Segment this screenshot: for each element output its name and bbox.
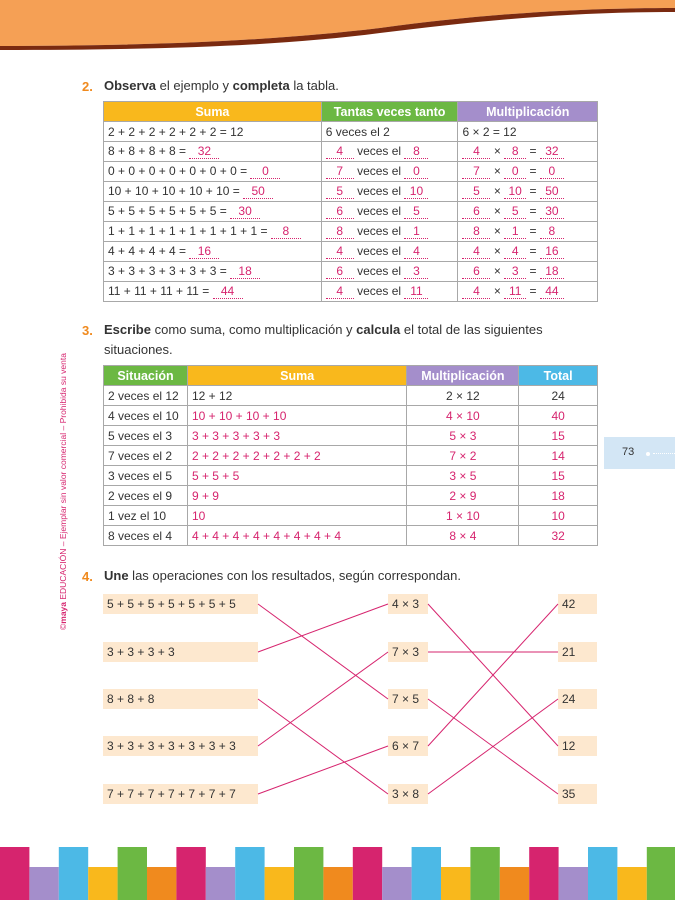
table-row: 1 + 1 + 1 + 1 + 1 + 1 + 1 + 1 = 8 8 veces el 1 8 × 1 = 8 [104,222,598,242]
table-row: 4 + 4 + 4 + 4 = 16 4 veces el 4 4 × 4 = 16 [104,242,598,262]
sum-box: 5 + 5 + 5 + 5 + 5 + 5 + 5 [103,594,258,614]
answer-factor-b: 4 [504,244,526,259]
table-row: 2 veces el 9 9 + 9 2 × 9 18 [104,486,598,506]
result-box: 12 [558,736,597,756]
result-box: 42 [558,594,597,614]
match-line-sum-to-product [258,652,388,746]
decorative-stripe [353,847,382,900]
match-line-sum-to-product [258,604,388,652]
answer-times: 7 [326,164,354,179]
decorative-stripe [118,847,147,900]
table-row: 8 + 8 + 8 + 8 = 32 4 veces el 8 4 × 8 = 32 [104,142,598,162]
match-line-product-to-result [428,604,558,746]
product-box: 6 × 7 [388,736,428,756]
answer-factor-a: 5 [462,184,490,199]
table-row: 4 veces el 10 10 + 10 + 10 + 10 4 × 10 40 [104,406,598,426]
product-box: 7 × 3 [388,642,428,662]
decorative-stripe [500,867,529,900]
answer-of: 3 [404,264,428,279]
page-number: 73 [622,446,635,458]
copyright-side-text: ©maya EDUCACIÓN – Ejemplar sin valor comercial – Prohibida su venta [58,353,68,630]
table-row: 5 veces el 3 3 + 3 + 3 + 3 + 3 5 × 3 15 [104,426,598,446]
answer-times: 4 [326,284,354,299]
answer-of: 1 [404,224,428,239]
table-row: 1 vez el 10 10 1 × 10 10 [104,506,598,526]
answer-sum: 32 [189,144,219,159]
answer-factor-b: 0 [504,164,526,179]
table-row: 3 veces el 5 5 + 5 + 5 3 × 5 15 [104,466,598,486]
header-multiplicacion: Multiplicación [407,366,519,386]
match-line-sum-to-product [258,699,388,794]
decorative-stripe [206,867,235,900]
match-line-product-to-result [428,699,558,794]
decorative-stripe [647,847,675,900]
header-suma: Suma [187,366,407,386]
exercise-3-instruction: Escribe como suma, como multiplicación y calcula el total de las siguientes [104,322,543,337]
match-line-sum-to-product [258,604,388,699]
answer-sum: 0 [250,164,280,179]
answer-product: 32 [540,144,564,159]
answer-of: 5 [404,204,428,219]
header-situacion: Situación [104,366,188,386]
answer-times: 6 [326,264,354,279]
match-line-product-to-result [428,699,558,794]
answer-factor-b: 3 [504,264,526,279]
product-box: 4 × 3 [388,594,428,614]
decorative-stripe [176,847,205,900]
exercise-4-instruction: Une las operaciones con los resultados, según correspondan. [104,568,461,583]
exercise-4-number: 4. [82,569,93,584]
answer-product: 18 [540,264,564,279]
answer-factor-a: 7 [462,164,490,179]
example-row: 2 veces el 12 12 + 12 2 × 12 24 [104,386,598,406]
decorative-stripe [617,867,646,900]
page-number-tab [604,437,675,469]
decorative-stripe [382,867,411,900]
result-box: 35 [558,784,597,804]
answer-times: 8 [326,224,354,239]
decorative-stripe [323,867,352,900]
table-row: 3 + 3 + 3 + 3 + 3 + 3 = 18 6 veces el 3 6 × 3 = 18 [104,262,598,282]
decorative-stripe [59,847,88,900]
answer-times: 4 [326,144,354,159]
product-box: 7 × 5 [388,689,428,709]
answer-times: 6 [326,204,354,219]
result-box: 24 [558,689,597,709]
answer-factor-b: 11 [504,284,526,299]
header-multiplicacion: Multiplicación [458,102,598,122]
answer-of: 8 [404,144,428,159]
answer-factor-a: 6 [462,264,490,279]
header-tantas-veces: Tantas veces tanto [321,102,458,122]
answer-product: 50 [540,184,564,199]
answer-product: 8 [540,224,564,239]
table-row: 8 veces el 4 4 + 4 + 4 + 4 + 4 + 4 + 4 + 4 8 × 4 32 [104,526,598,546]
decorative-stripe [588,847,617,900]
answer-product: 30 [540,204,564,219]
top-decorative-band [0,0,675,60]
answer-sum: 16 [189,244,219,259]
sum-box: 3 + 3 + 3 + 3 + 3 + 3 + 3 [103,736,258,756]
header-total: Total [519,366,598,386]
answer-sum: 30 [230,204,260,219]
table-row: 11 + 11 + 11 + 11 = 44 4 veces el 11 4 × 11 = 44 [104,282,598,302]
decorative-stripe [235,847,264,900]
answer-times: 5 [326,184,354,199]
answer-sum: 50 [243,184,273,199]
table-row: 0 + 0 + 0 + 0 + 0 + 0 + 0 = 0 7 veces el 0 7 × 0 = 0 [104,162,598,182]
product-box: 3 × 8 [388,784,428,804]
decorative-stripe [559,867,588,900]
exercise-2-table [103,101,598,302]
table-row: 7 veces el 2 2 + 2 + 2 + 2 + 2 + 2 + 2 7 × 2 14 [104,446,598,466]
answer-product: 16 [540,244,564,259]
decorative-stripe [470,847,499,900]
decorative-stripe [412,847,441,900]
decorative-stripe [441,867,470,900]
answer-product: 44 [540,284,564,299]
decorative-stripe [294,847,323,900]
exercise-2-instruction: Observa el ejemplo y completa la tabla. [104,78,339,93]
answer-of: 11 [404,284,428,299]
exercise-3-instruction-line2: situaciones. [104,342,173,357]
answer-factor-b: 10 [504,184,526,199]
header-suma: Suma [104,102,322,122]
answer-product: 0 [540,164,564,179]
exercise-3-number: 3. [82,323,93,338]
answer-factor-b: 1 [504,224,526,239]
exercise-3-table [103,365,598,546]
answer-factor-a: 4 [462,284,490,299]
answer-sum: 18 [230,264,260,279]
answer-factor-a: 4 [462,244,490,259]
example-row: 2 + 2 + 2 + 2 + 2 + 2 = 12 6 veces el 2 6 × 2 = 12 [104,122,598,142]
answer-of: 10 [404,184,428,199]
answer-factor-a: 6 [462,204,490,219]
sum-box: 3 + 3 + 3 + 3 [103,642,258,662]
result-box: 21 [558,642,597,662]
answer-factor-a: 4 [462,144,490,159]
decorative-stripe [529,847,558,900]
decorative-stripe [147,867,176,900]
exercise-2-number: 2. [82,79,93,94]
answer-sum: 44 [213,284,243,299]
answer-factor-b: 5 [504,204,526,219]
decorative-stripe [265,867,294,900]
match-line-sum-to-product [258,746,388,794]
sum-box: 8 + 8 + 8 [103,689,258,709]
table-row: 10 + 10 + 10 + 10 + 10 = 50 5 veces el 10 5 × 10 = 50 [104,182,598,202]
answer-of: 4 [404,244,428,259]
answer-sum: 8 [271,224,301,239]
decorative-stripe [88,867,117,900]
decorative-stripe [29,867,58,900]
answer-factor-b: 8 [504,144,526,159]
sum-box: 7 + 7 + 7 + 7 + 7 + 7 + 7 [103,784,258,804]
answer-factor-a: 8 [462,224,490,239]
decorative-stripe [0,847,29,900]
answer-times: 4 [326,244,354,259]
table-row: 5 + 5 + 5 + 5 + 5 + 5 = 30 6 veces el 5 6 × 5 = 30 [104,202,598,222]
answer-of: 0 [404,164,428,179]
bottom-decorative-stripes [0,845,675,900]
match-line-product-to-result [428,604,558,746]
